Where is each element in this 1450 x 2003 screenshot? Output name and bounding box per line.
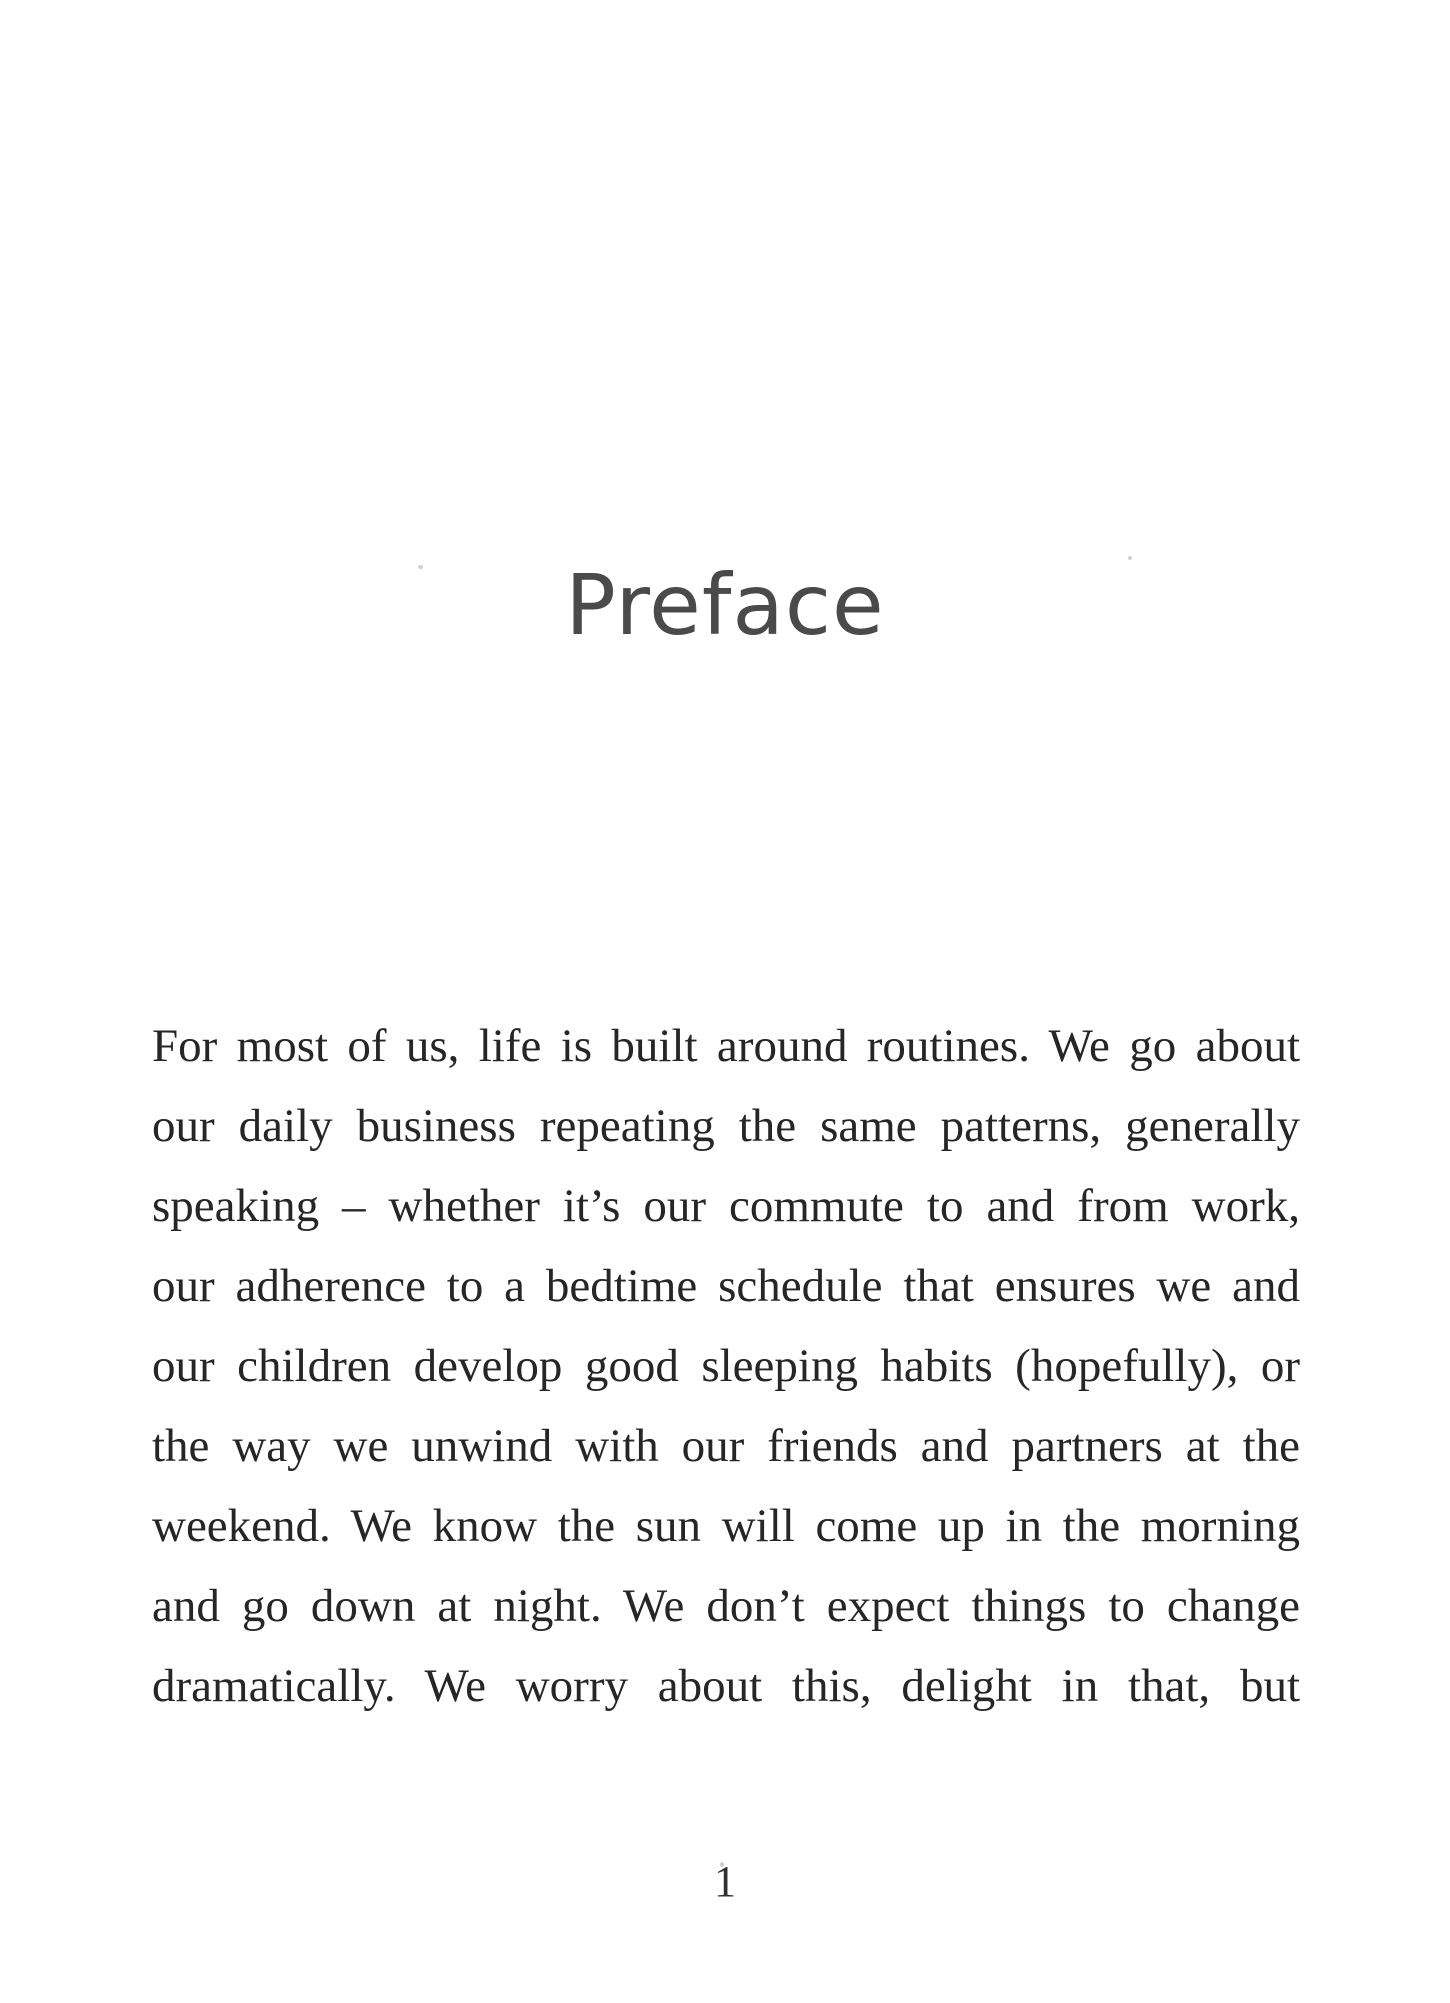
text-line: our children develop good sleeping habits (hopefully), or (152, 1340, 1300, 1392)
text-line: the way we unwind with our friends and partners at the (152, 1420, 1300, 1472)
text-line: our daily business repeating the same patterns, generally (152, 1100, 1300, 1152)
text-line: For most of us, life is built around routines. We go about (152, 1020, 1300, 1072)
text-line: and go down at night. We don’t expect things to change (152, 1580, 1300, 1632)
text-line: weekend. We know the sun will come up in the morning (152, 1500, 1300, 1552)
text-line: speaking – whether it’s our commute to and from work, (152, 1180, 1300, 1232)
body-paragraph (152, 1006, 1300, 1726)
text-line: dramatically. We worry about this, delight in that, but (152, 1660, 1300, 1712)
page-number: 1 (714, 1857, 736, 1906)
chapter-title: Preface (565, 556, 885, 654)
text-line: our adherence to a bedtime schedule that ensures we and (152, 1260, 1300, 1312)
